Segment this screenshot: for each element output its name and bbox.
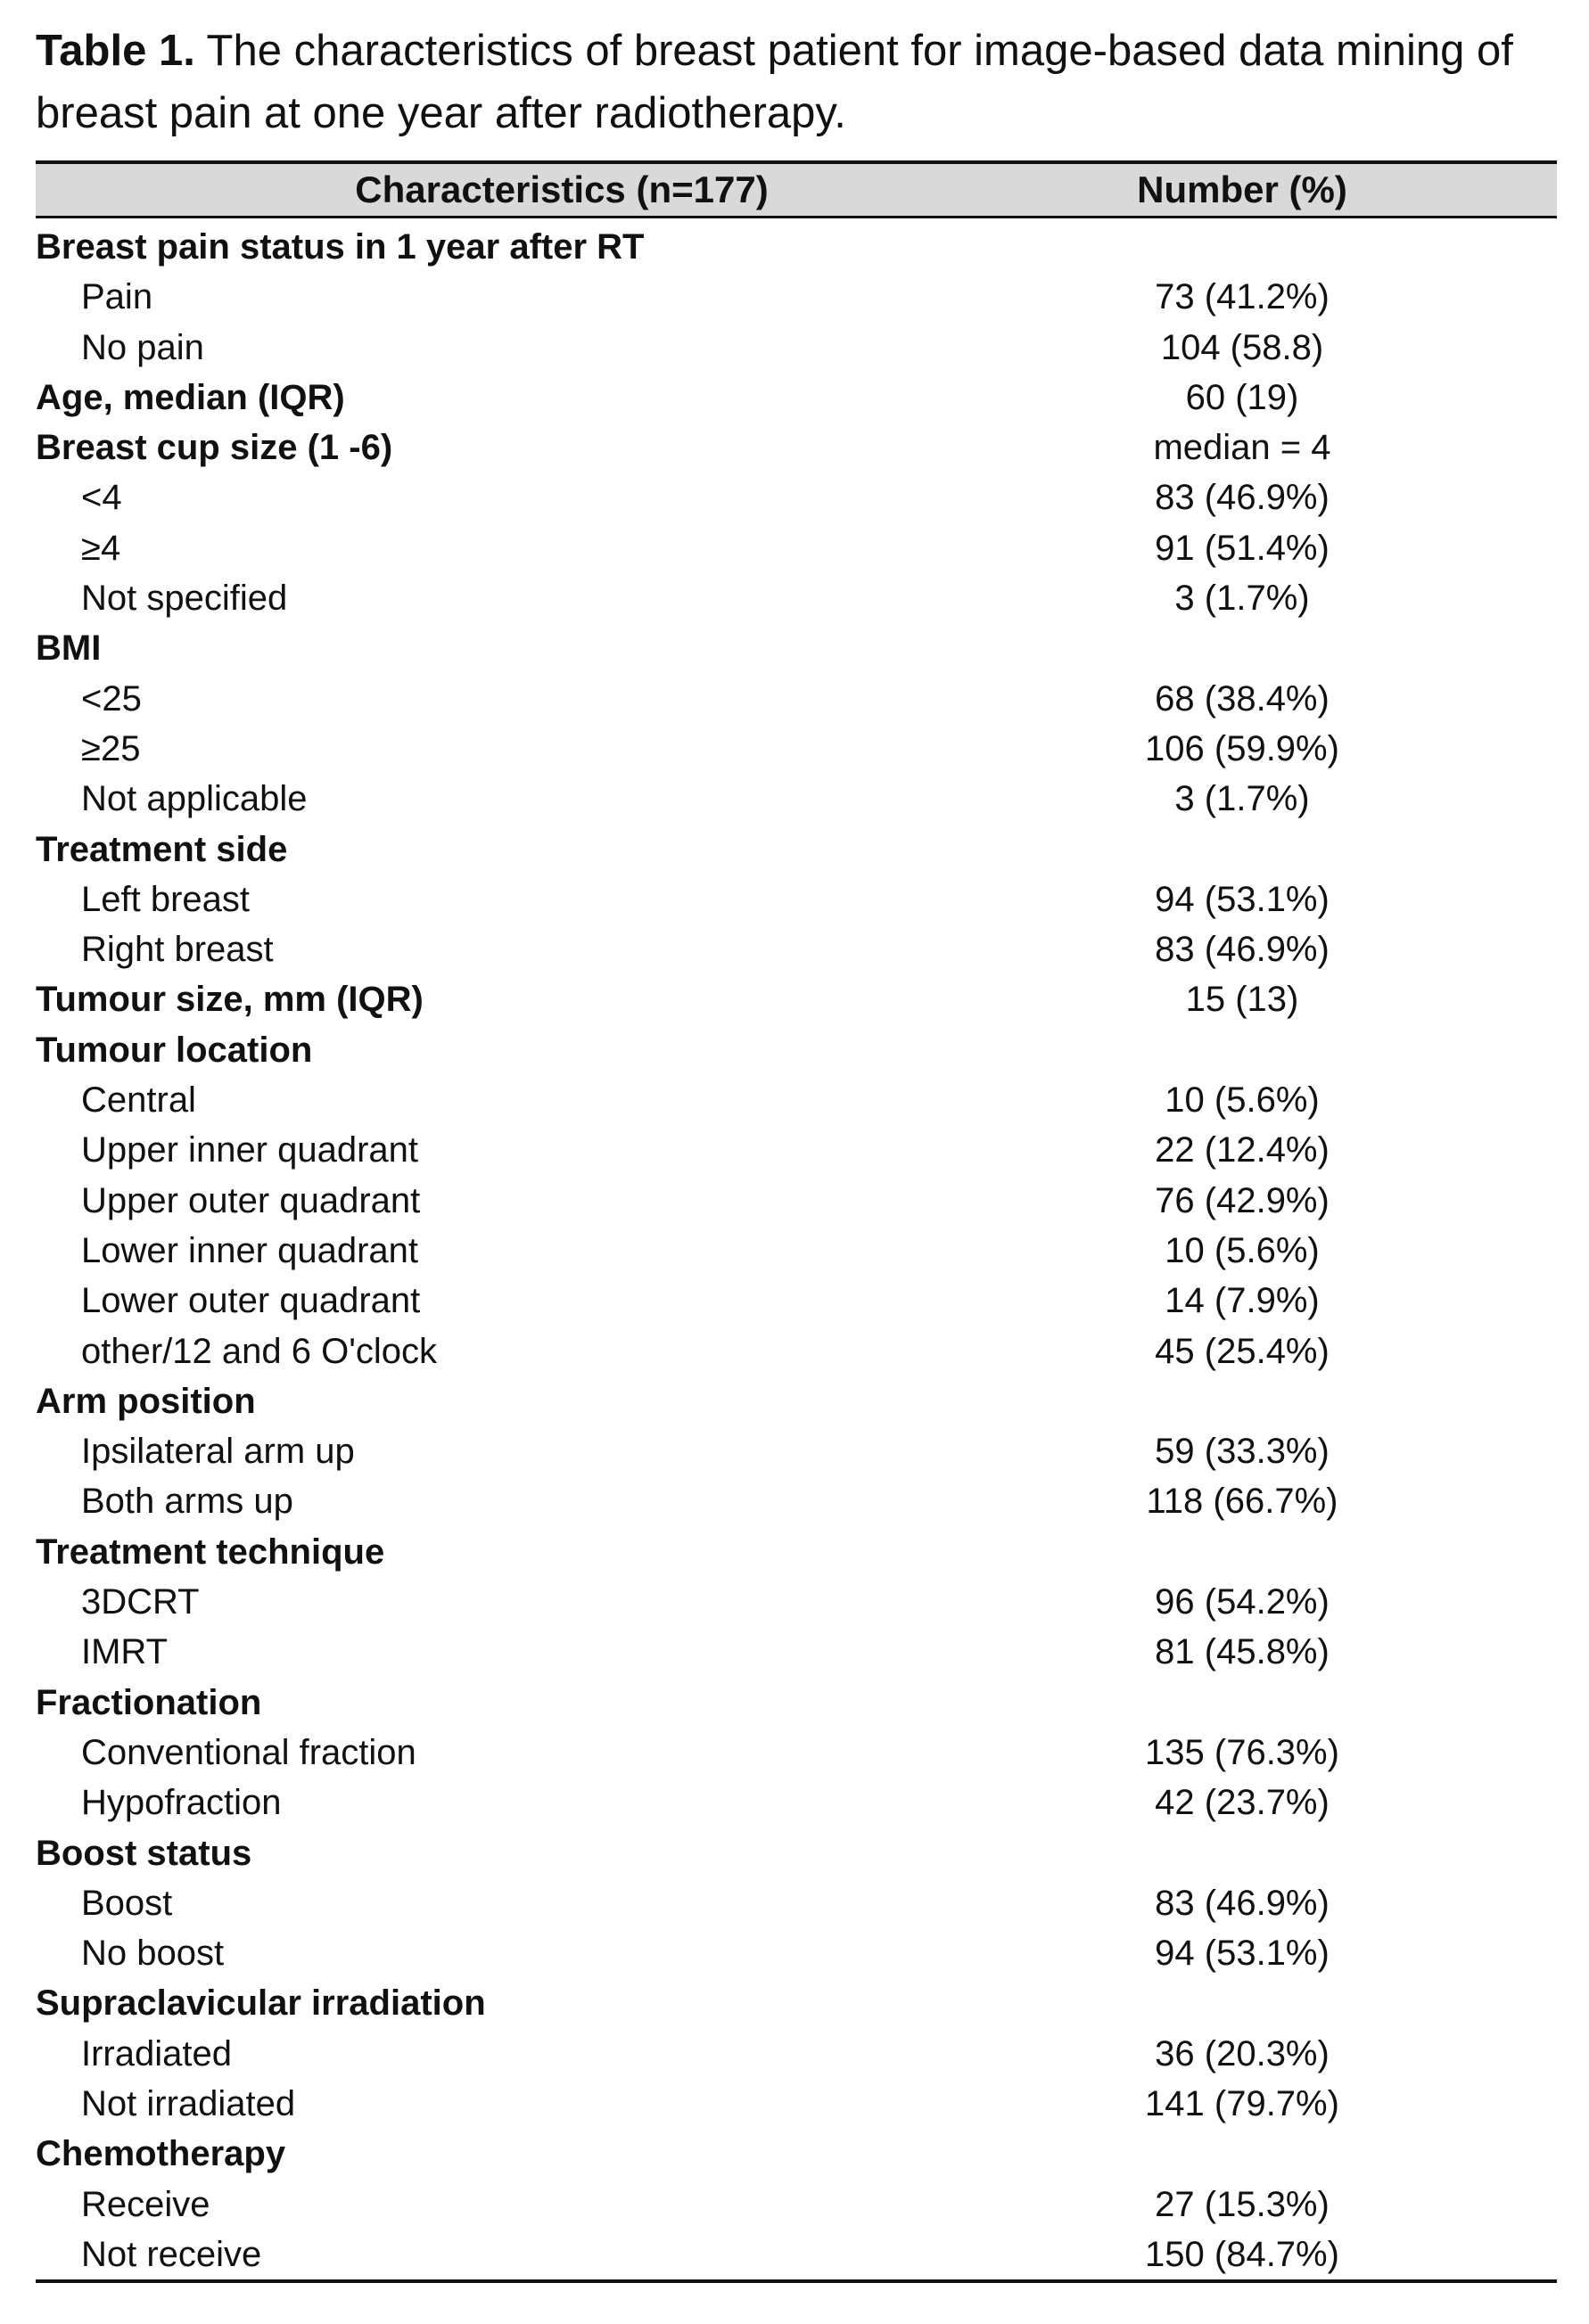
row-value: 81 (45.8%) (1155, 1632, 1330, 1672)
row-label: Upper outer quadrant (81, 1180, 421, 1220)
table-group-row (36, 974, 1557, 1024)
row-label: Receive (81, 2184, 210, 2224)
row-label: Tumour location (36, 1030, 313, 1070)
table-group-row (36, 423, 1557, 472)
row-value: 141 (79.7%) (1145, 2083, 1339, 2123)
table-row (36, 1276, 1557, 1326)
row-value: 94 (53.1%) (1155, 1934, 1330, 1974)
row-label: Not specified (81, 579, 288, 619)
row-label: other/12 and 6 O'clock (81, 1331, 437, 1371)
row-label: Tumour size, mm (IQR) (36, 980, 424, 1020)
table-group-row (36, 1025, 1557, 1075)
table-body (36, 218, 1557, 2283)
row-value: 10 (5.6%) (1165, 1230, 1320, 1270)
row-value: 94 (53.1%) (1155, 879, 1330, 919)
table-row (36, 1426, 1557, 1476)
header-number: Number (%) (1137, 168, 1347, 210)
table-row (36, 573, 1557, 623)
table-group-row (36, 1527, 1557, 1577)
table-row (36, 724, 1557, 774)
row-value: 91 (51.4%) (1155, 528, 1330, 568)
table-group-row (36, 373, 1557, 423)
row-label: Boost (81, 1883, 173, 1923)
table-group-row (36, 825, 1557, 875)
table-row (36, 2029, 1557, 2079)
row-label: Not irradiated (81, 2083, 296, 2123)
row-label: Lower inner quadrant (81, 1230, 419, 1270)
row-value: 96 (54.2%) (1155, 1582, 1330, 1622)
table-row (36, 674, 1557, 724)
row-value: 42 (23.7%) (1155, 1783, 1330, 1823)
row-label: Treatment technique (36, 1532, 385, 1572)
row-value: 104 (58.8) (1160, 327, 1324, 367)
table-row (36, 774, 1557, 824)
row-label: Pain (81, 277, 153, 317)
row-value: 150 (84.7%) (1145, 2234, 1339, 2274)
row-value: 135 (76.3%) (1145, 1732, 1339, 1772)
table-row (36, 1728, 1557, 1778)
row-label: Irradiated (81, 2033, 232, 2074)
table-row (36, 924, 1557, 974)
table-row (36, 875, 1557, 924)
row-value: 68 (38.4%) (1155, 678, 1330, 719)
row-label: Boost status (36, 1833, 252, 1873)
row-label: 3DCRT (81, 1582, 200, 1622)
row-label: Central (81, 1080, 196, 1121)
table-row (36, 1778, 1557, 1827)
table-row (36, 2230, 1557, 2279)
row-label: Lower outer quadrant (81, 1281, 421, 1321)
row-value: 73 (41.2%) (1155, 277, 1330, 317)
row-label: Not receive (81, 2234, 262, 2274)
header-characteristics: Characteristics (n=177) (355, 168, 769, 210)
row-label: Breast cup size (1 -6) (36, 428, 393, 468)
row-value: 45 (25.4%) (1155, 1331, 1330, 1371)
table-group-row (36, 2129, 1557, 2179)
table-row (36, 1176, 1557, 1226)
row-label: <4 (81, 478, 122, 518)
row-label: Both arms up (81, 1482, 293, 1522)
table-caption-label: Table 1. (36, 27, 195, 75)
row-value: 83 (46.9%) (1155, 1883, 1330, 1923)
row-value: 36 (20.3%) (1155, 2033, 1330, 2074)
row-value: 14 (7.9%) (1165, 1281, 1320, 1321)
table-row (36, 1627, 1557, 1677)
table-row (36, 1878, 1557, 1928)
row-value: 106 (59.9%) (1145, 728, 1339, 768)
row-label: Treatment side (36, 829, 288, 869)
table-row (36, 1226, 1557, 1276)
table-row (36, 1075, 1557, 1125)
table-group-row (36, 1678, 1557, 1728)
row-label: Age, median (IQR) (36, 377, 345, 417)
row-value: 15 (13) (1185, 980, 1299, 1020)
row-label: ≥25 (81, 728, 141, 768)
row-label: Not applicable (81, 779, 308, 819)
characteristics-table (36, 160, 1557, 2283)
row-value: 3 (1.7%) (1174, 779, 1310, 819)
row-label: Right breast (81, 930, 274, 970)
table-row (36, 1577, 1557, 1627)
row-value: 59 (33.3%) (1155, 1432, 1330, 1472)
row-label: Chemotherapy (36, 2134, 286, 2174)
table-row (36, 2079, 1557, 2129)
row-value: 76 (42.9%) (1155, 1180, 1330, 1220)
row-value: 10 (5.6%) (1165, 1080, 1320, 1121)
row-label: Fractionation (36, 1682, 262, 1722)
row-label: IMRT (81, 1632, 169, 1672)
table-group-row (36, 1828, 1557, 1878)
row-label: Supraclavicular irradiation (36, 1983, 486, 2024)
row-label: Left breast (81, 879, 251, 919)
row-value: 83 (46.9%) (1155, 930, 1330, 970)
row-label: <25 (81, 678, 142, 719)
table-row (36, 472, 1557, 522)
row-label: Arm position (36, 1381, 256, 1421)
row-label: Ipsilateral arm up (81, 1432, 355, 1472)
row-label: BMI (36, 628, 102, 669)
table-row (36, 1326, 1557, 1376)
table-row (36, 323, 1557, 373)
table-header (36, 160, 1557, 218)
table-row (36, 1125, 1557, 1175)
row-value: 27 (15.3%) (1155, 2184, 1330, 2224)
table-row (36, 272, 1557, 322)
table-group-row (36, 1376, 1557, 1426)
row-label: Upper inner quadrant (81, 1130, 419, 1170)
row-value: 3 (1.7%) (1174, 579, 1310, 619)
row-label: Hypofraction (81, 1783, 282, 1823)
row-value: 83 (46.9%) (1155, 478, 1330, 518)
table-row (36, 2180, 1557, 2230)
row-value: median = 4 (1153, 428, 1331, 468)
table-row (36, 1476, 1557, 1526)
table-group-row (36, 1978, 1557, 2028)
row-label: Conventional fraction (81, 1732, 416, 1772)
row-value: 118 (66.7%) (1146, 1482, 1338, 1522)
table-group-row (36, 222, 1557, 272)
row-label: ≥4 (81, 528, 121, 568)
row-value: 22 (12.4%) (1155, 1130, 1330, 1170)
row-label: No boost (81, 1934, 225, 1974)
row-label: Breast pain status in 1 year after RT (36, 227, 645, 267)
table-group-row (36, 623, 1557, 673)
table-row (36, 1928, 1557, 1978)
table-caption (36, 20, 1552, 144)
row-label: No pain (81, 327, 204, 367)
row-value: 60 (19) (1185, 377, 1299, 417)
table-caption-text: The characteristics of breast patient for image-based data mining of breast pain at one year after radiotherapy. (36, 27, 1513, 137)
table-row (36, 523, 1557, 573)
